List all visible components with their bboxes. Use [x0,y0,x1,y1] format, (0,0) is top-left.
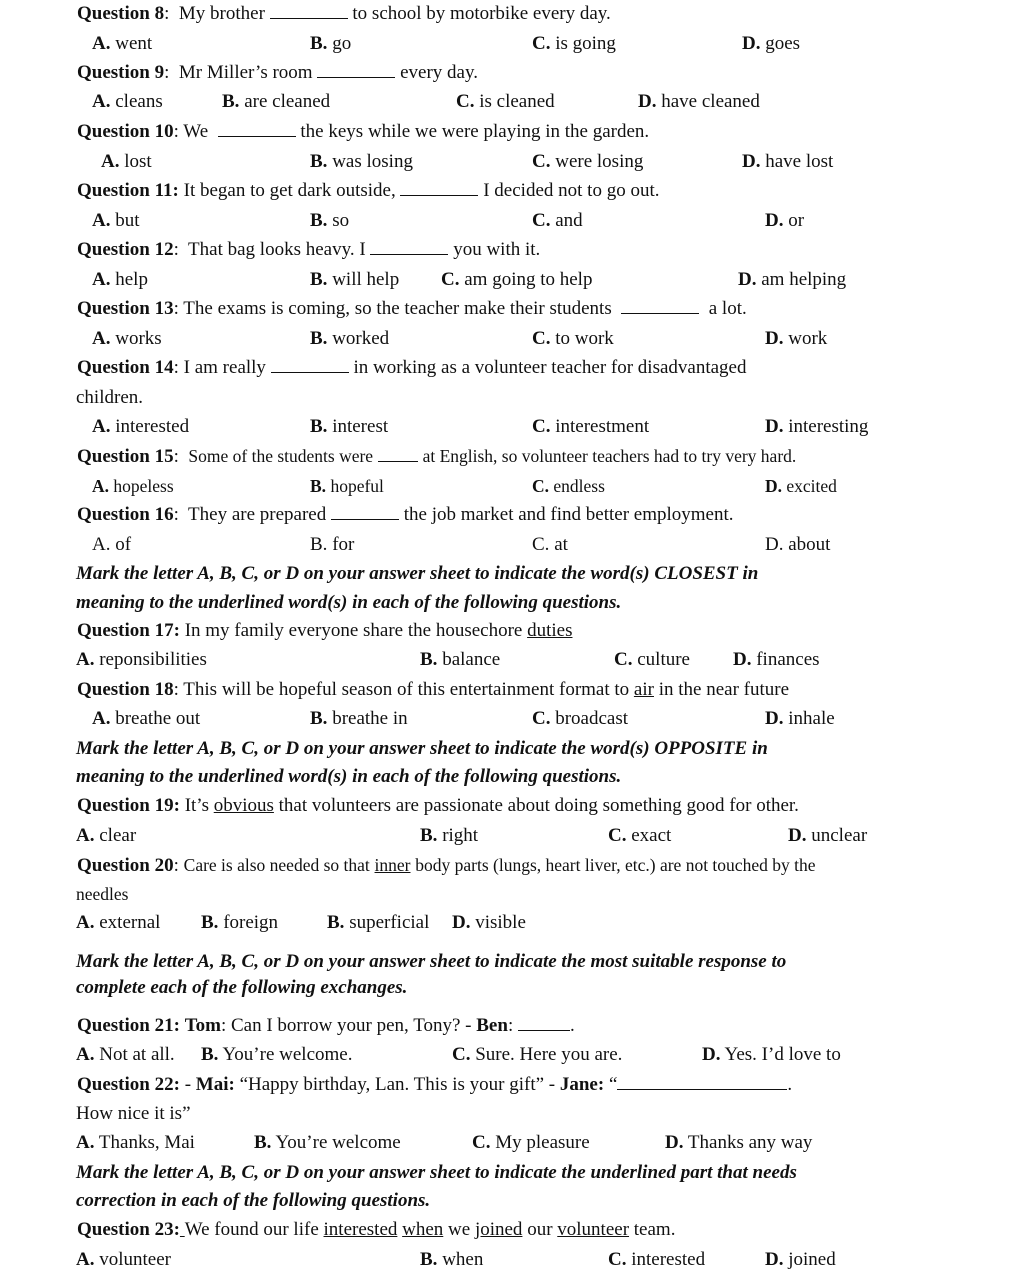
option-a: A. reponsibilities [76,649,207,670]
answer-blank [218,121,296,137]
instruction-opposite-line2: meaning to the underlined word(s) in each of the following questions. [76,766,622,787]
question-text: This will be hopeful season of this entertainment format to [183,679,630,700]
option-a: A. of [92,534,132,555]
option-a: A. breathe out [92,708,201,729]
answer-blank [271,357,349,373]
question-text: We [183,121,209,142]
question-label: Question 11: [77,180,179,201]
option-d: D. joined [765,1249,836,1270]
question-text: “Happy birthday, Lan. This is your gift” - [239,1074,556,1095]
question-text: to school by motorbike every day. [352,3,611,24]
option-a: A. went [92,33,153,54]
question-label: Question 8 [77,3,165,24]
question-label: Question 20 [77,855,174,876]
option-c: C. to work [532,328,614,349]
option-b: B. You’re welcome. [201,1044,353,1065]
option-b: B. breathe in [310,708,408,729]
option-b: B. was losing [310,151,413,172]
instruction-opposite: Mark the letter A, B, C, or D on your answer sheet to indicate the word(s) OPPOSITE in [76,738,768,759]
question-text: Some of the students were [188,446,374,466]
speaker-name: Tom [184,1015,221,1036]
question-20-continued: needles [76,884,129,904]
question-22: Question 22: - Mai: “Happy birthday, Lan. This is your gift” - Jane: “ . [77,1074,793,1095]
question-label: Question 16 [77,504,174,525]
option-a: A. lost [101,151,152,172]
question-text: you with it. [453,239,541,260]
option-a: A. works [92,328,162,349]
option-a: A. Not at all. [76,1044,175,1065]
option-d: D. Thanks any way [665,1132,813,1153]
question-16: Question 16: They are prepared the job market and find better employment. [77,504,734,525]
question-text: My brother [178,3,265,24]
option-a: A. but [92,210,140,231]
option-d: D. have lost [742,151,834,172]
option-b-second: B. superficial [327,912,430,933]
question-15: Question 15: Some of the students were at English, so volunteer teachers had to try very hard. [77,446,797,467]
answer-blank [331,504,399,520]
question-label: Question 22: [77,1074,180,1095]
question-text: the keys while we were playing in the garden. [300,121,650,142]
option-d: D. Yes. I’d love to [702,1044,841,1065]
option-a: A. help [92,269,148,290]
question-label: Question 14 [77,357,174,378]
underlined-word: when [402,1219,444,1240]
instruction-correction: Mark the letter A, B, C, or D on your answer sheet to indicate the underlined part that needs [76,1162,797,1183]
option-b: B. hopeful [310,476,384,496]
option-a: A. external [76,912,161,933]
question-text: I am really [183,357,266,378]
answer-blank [621,298,699,314]
question-14-continued: children. [76,387,144,408]
question-text: the job market and find better employment. [403,504,734,525]
question-17 [77,619,572,643]
option-b: B. so [310,210,350,231]
speaker-name: Ben [476,1015,508,1036]
question-text: That bag looks heavy. I [188,239,366,260]
option-c: C. interested [608,1249,706,1270]
underlined-word: volunteer [557,1219,630,1240]
option-a: A. Thanks, Mai [76,1132,195,1153]
option-c: C. were losing [532,151,644,172]
question-22-continued: How nice it is” [76,1103,191,1124]
dialogue-dash: - [184,1074,192,1095]
option-d: D. excited [765,476,837,496]
option-c: C. broadcast [532,708,629,729]
question-text: Can I borrow your pen, Tony? - [230,1015,472,1036]
question-text: It began to get dark outside, [183,180,396,201]
option-d: D. work [765,328,828,349]
option-d: D. am helping [738,269,847,290]
answer-blank [617,1074,787,1090]
question-text: They are prepared [188,504,327,525]
instruction-closest: Mark the letter A, B, C, or D on your answer sheet to indicate the word(s) CLOSEST in [76,563,759,584]
option-b: B. interest [310,416,389,437]
speaker-name: Mai: [195,1074,235,1095]
option-c: C. culture [614,649,690,670]
option-d: D. finances [733,649,820,670]
option-a: A. cleans [92,91,163,112]
option-c: C. at [532,534,568,555]
question-text: at English, so volunteer teachers had to try very hard. [422,446,797,466]
question-text: we [448,1219,471,1240]
option-d: D. or [765,210,805,231]
question-text: The exams is coming, so the teacher make their students [183,298,612,319]
option-c: C. My pleasure [472,1132,590,1153]
option-b: B. go [310,33,352,54]
option-a: A. clear [76,825,137,846]
question-text: It’s [184,795,209,816]
question-label: Question 23: [77,1219,180,1240]
question-label: Question 19: [77,795,180,816]
option-b: B. foreign [201,912,279,933]
question-18: Question 18: This will be hopeful season of this entertainment format to air in the near future [77,679,790,700]
question-13: Question 13: The exams is coming, so the teacher make their students a lot. [77,298,747,319]
option-a: A. volunteer [76,1249,171,1270]
underlined-word: duties [527,620,573,641]
underlined-word: inner [374,855,411,875]
underlined-word: joined [474,1219,523,1240]
option-c: C. exact [608,825,672,846]
question-8: Question 8: My brother to school by motorbike every day. [77,3,611,24]
underlined-word: air [633,679,654,700]
question-text: In my family everyone share the housechore [184,620,523,641]
option-b: B. for [310,534,355,555]
speaker-name: Jane: [559,1074,605,1095]
question-12: Question 12: That bag looks heavy. I you with it. [77,239,541,260]
answer-blank [270,3,348,19]
instruction-response-line2: complete each of the following exchanges. [76,977,408,998]
answer-blank [370,239,448,255]
answer-blank [400,180,478,196]
question-14: Question 14: I am really in working as a volunteer teacher for disadvantaged [77,357,747,378]
question-text: Mr Miller’s room [178,62,313,83]
underlined-word: interested [323,1219,398,1240]
question-19 [77,794,799,818]
question-text: that volunteers are passionate about doing something good for other. [278,795,799,816]
question-21: Question 21: Tom: Can I borrow your pen, Tony? - Ben: . [77,1015,575,1036]
option-d: D. inhale [765,708,835,729]
question-label: Question 15 [77,446,174,467]
question-11 [77,179,659,203]
question-text: body parts (lungs, heart liver, etc.) are not touched by the [415,855,816,875]
question-23 [77,1218,675,1242]
option-b: B. are cleaned [222,91,331,112]
option-b: B. when [420,1249,484,1270]
option-d: D. have cleaned [638,91,760,112]
option-c: C. and [532,210,583,231]
question-text: We found our life [184,1219,319,1240]
option-b: B. right [420,825,479,846]
answer-blank [378,446,418,462]
instruction-correction-line2: correction in each of the following questions. [76,1190,431,1211]
question-text: team. [633,1219,676,1240]
option-b: B. will help [310,269,400,290]
question-text: I decided not to go out. [483,180,660,201]
option-c: C. am going to help [441,269,593,290]
option-a: A. interested [92,416,190,437]
underlined-word: obvious [213,795,274,816]
question-text: in working as a volunteer teacher for disadvantaged [353,357,747,378]
option-d: D. unclear [788,825,868,846]
option-b: B. worked [310,328,390,349]
question-label: Question 17: [77,620,180,641]
option-c: C. interestment [532,416,650,437]
instruction-closest-line2: meaning to the underlined word(s) in each of the following questions. [76,592,622,613]
option-b: B. balance [420,649,501,670]
option-d: D. goes [742,33,801,54]
opening-quote: “ [608,1074,618,1095]
question-label: Question 21: [77,1015,180,1036]
question-label: Question 9 [77,62,165,83]
question-text: our [527,1219,553,1240]
option-c: C. is cleaned [456,91,555,112]
option-c: C. endless [532,476,605,496]
question-20: Question 20: Care is also needed so that inner body parts (lungs, heart liver, etc.) are not touched by the [77,855,816,876]
option-b: B. You’re welcome [254,1132,401,1153]
question-text: in the near future [658,679,790,700]
question-text: every day. [400,62,478,83]
answer-blank [317,62,395,78]
option-a: A. hopeless [92,476,174,496]
option-c: C. Sure. Here you are. [452,1044,623,1065]
answer-blank [518,1015,570,1031]
question-label: Question 18 [77,679,174,700]
option-d: D. visible [452,912,526,933]
question-10: Question 10: We the keys while we were playing in the garden. [77,121,650,142]
option-c: C. is going [532,33,616,54]
question-label: Question 10 [77,121,174,142]
option-d: D. about [765,534,831,555]
question-text: Care is also needed so that [183,855,370,875]
question-label: Question 12 [77,239,174,260]
question-label: Question 13 [77,298,174,319]
question-9: Question 9: Mr Miller’s room every day. [77,62,478,83]
option-d: D. interesting [765,416,869,437]
question-text: a lot. [708,298,747,319]
instruction-response: Mark the letter A, B, C, or D on your answer sheet to indicate the most suitable response to [76,951,787,972]
